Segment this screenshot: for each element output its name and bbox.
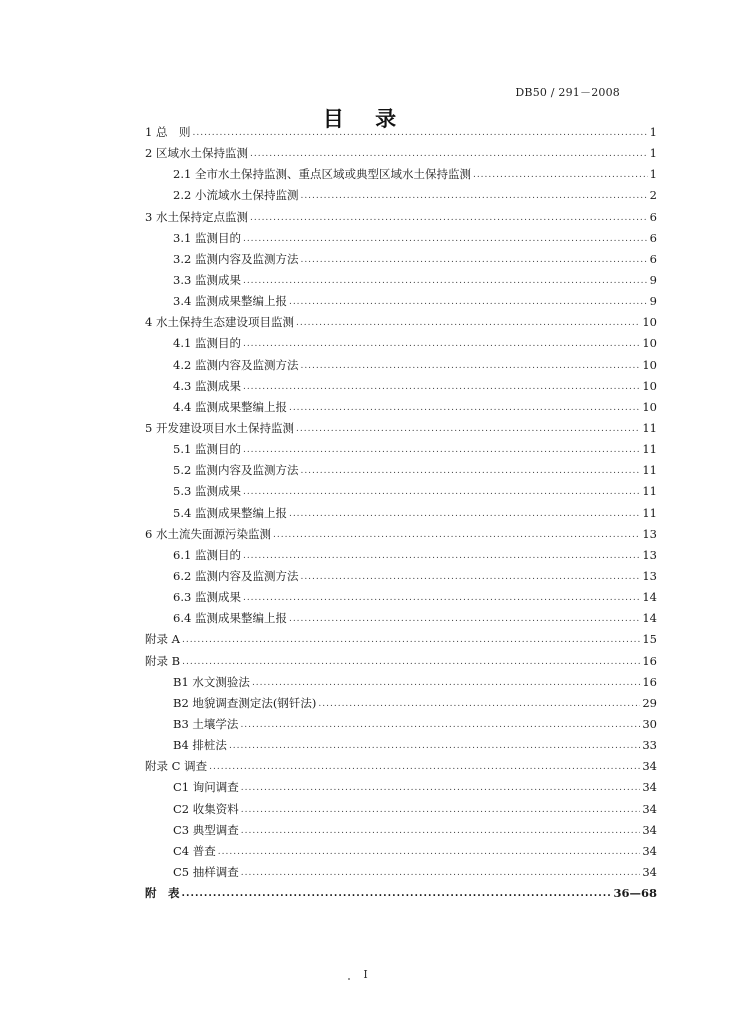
toc-entry-label: 6.1 监测目的 — [173, 547, 241, 562]
toc-entry[interactable] — [145, 693, 657, 714]
toc-entry-label: 4.1 监测目的 — [173, 336, 241, 351]
toc-leader-dots — [218, 842, 641, 863]
toc-leader-dots — [300, 356, 640, 377]
toc-entry[interactable] — [145, 756, 657, 777]
toc-leader-dots — [300, 461, 640, 482]
toc-entry-page: 11 — [642, 484, 657, 499]
toc-entry-page: 13 — [642, 547, 657, 562]
toc-entry-label: C5 抽样调查 — [173, 864, 239, 879]
toc-entry-label: B4 排桩法 — [173, 738, 227, 753]
toc-entry-label: C2 收集资料 — [173, 801, 239, 816]
toc-entry[interactable] — [145, 629, 657, 650]
toc-leader-dots — [250, 144, 648, 165]
toc-entry-page: 10 — [642, 399, 657, 414]
toc-entry[interactable] — [145, 862, 657, 883]
toc-entry[interactable] — [145, 164, 657, 185]
toc-entry-label: 3.2 监测内容及监测方法 — [173, 251, 299, 266]
toc-leader-dots — [243, 546, 640, 567]
toc-leader-dots — [243, 377, 640, 398]
toc-leader-dots — [243, 482, 640, 503]
scan-artifact — [348, 978, 350, 980]
toc-entry[interactable] — [145, 799, 657, 820]
toc-entry[interactable] — [145, 333, 657, 354]
toc-entry-label: C3 典型调查 — [173, 822, 239, 837]
toc-entry[interactable] — [145, 185, 657, 206]
page-number: I — [363, 968, 368, 981]
toc-entry-label: B3 土壤学法 — [173, 716, 239, 731]
toc-entry[interactable] — [145, 291, 657, 312]
toc-entry-page: 10 — [642, 336, 657, 351]
toc-leader-dots — [241, 800, 641, 821]
toc-entry[interactable] — [145, 376, 657, 397]
toc-entry-page: 10 — [642, 357, 657, 372]
toc-entry[interactable] — [145, 820, 657, 841]
toc-entry-page: 13 — [642, 568, 657, 583]
toc-entry-label: 3.4 监测成果整编上报 — [173, 294, 287, 309]
toc-entry[interactable] — [145, 714, 657, 735]
toc-entry-page: 6 — [649, 230, 657, 245]
toc-leader-dots — [252, 673, 640, 694]
toc-entry-page: 11 — [642, 505, 657, 520]
toc-entry-label: 3 水土保持定点监测 — [145, 209, 248, 224]
toc-entry[interactable] — [145, 207, 657, 228]
toc-entry-label: 2.2 小流域水土保持监测 — [173, 188, 299, 203]
toc-entry-page: 11 — [642, 442, 657, 457]
toc-entry[interactable] — [145, 270, 657, 291]
toc-leader-dots — [243, 271, 648, 292]
toc-entry-label: 6.3 监测成果 — [173, 590, 241, 605]
toc-leader-dots — [240, 715, 640, 736]
toc-entry-page: 10 — [642, 378, 657, 393]
toc-entry[interactable] — [145, 481, 657, 502]
toc-entry-page: 11 — [642, 420, 657, 435]
toc-entry-page: 9 — [649, 294, 657, 309]
toc-entry-label: 6.2 监测内容及监测方法 — [173, 568, 299, 583]
toc-entry-label: 5.1 监测目的 — [173, 442, 241, 457]
toc-entry-page: 34 — [642, 843, 657, 858]
toc-entry[interactable] — [145, 545, 657, 566]
toc-leader-dots — [182, 652, 640, 673]
toc-entry[interactable] — [145, 503, 657, 524]
toc-leader-dots — [300, 567, 640, 588]
toc-leader-dots — [243, 229, 648, 250]
toc-entry-page: 9 — [649, 272, 657, 287]
toc-entry[interactable] — [145, 355, 657, 376]
toc-entry-page: 29 — [642, 695, 657, 710]
toc-entry-page: 2 — [649, 188, 657, 203]
toc-entry-page: 33 — [642, 738, 657, 753]
toc-entry-label: 2 区域水土保持监测 — [145, 146, 248, 161]
toc-leader-dots — [289, 609, 640, 630]
toc-entry-page: 30 — [642, 716, 657, 731]
toc-leader-dots — [300, 250, 647, 271]
toc-entry[interactable] — [145, 651, 657, 672]
table-of-contents — [145, 122, 657, 904]
toc-leader-dots — [300, 186, 647, 207]
toc-entry[interactable] — [145, 249, 657, 270]
toc-leader-dots — [289, 504, 640, 525]
toc-entry-label: C4 普查 — [173, 843, 216, 858]
toc-entry[interactable] — [145, 883, 657, 904]
toc-leader-dots — [192, 123, 647, 144]
toc-leader-dots — [241, 821, 641, 842]
toc-entry-page: 1 — [649, 125, 657, 139]
toc-entry-page: 14 — [642, 590, 657, 605]
toc-leader-dots — [182, 630, 640, 651]
toc-entry-label: 5 开发建设项目水土保持监测 — [145, 420, 294, 435]
toc-entry-page: 13 — [642, 526, 657, 541]
toc-entry-page: 1 — [649, 146, 657, 161]
toc-entry-page: 34 — [642, 864, 657, 879]
toc-entry-label: 2.1 全市水土保持监测、重点区域或典型区域水土保持监测 — [173, 167, 471, 182]
toc-entry[interactable] — [145, 608, 657, 629]
toc-entry-page: 10 — [642, 315, 657, 330]
toc-entry-label: 5.2 监测内容及监测方法 — [173, 463, 299, 478]
toc-leader-dots — [241, 778, 641, 799]
toc-entry[interactable] — [145, 460, 657, 481]
toc-entry-page: 1 — [649, 167, 657, 182]
toc-leader-dots — [243, 588, 640, 609]
toc-entry-page: 34 — [642, 801, 657, 816]
toc-leader-dots — [182, 883, 612, 904]
toc-entry[interactable] — [145, 566, 657, 587]
toc-entry-page: 11 — [642, 463, 657, 478]
toc-leader-dots — [296, 313, 640, 334]
toc-entry-page: 6 — [649, 209, 657, 224]
toc-entry-page: 14 — [642, 611, 657, 626]
toc-entry-label: 5.4 监测成果整编上报 — [173, 505, 287, 520]
toc-entry[interactable] — [145, 777, 657, 798]
toc-entry-page: 15 — [642, 632, 657, 647]
toc-entry-label: 1 总 则 — [145, 125, 191, 139]
toc-entry-label: 附 表 — [145, 886, 180, 901]
toc-entry-label: C1 询问调查 — [173, 780, 239, 795]
toc-leader-dots — [241, 863, 641, 884]
toc-entry-page: 16 — [642, 653, 657, 668]
toc-entry[interactable] — [145, 122, 657, 143]
toc-entry-label: 4.4 监测成果整编上报 — [173, 399, 287, 414]
toc-entry-label: 附录 A — [145, 632, 180, 647]
toc-entry-label: 5.3 监测成果 — [173, 484, 241, 499]
toc-leader-dots — [289, 398, 640, 419]
toc-entry[interactable] — [145, 439, 657, 460]
toc-entry[interactable] — [145, 143, 657, 164]
toc-entry[interactable] — [145, 228, 657, 249]
toc-leader-dots — [243, 440, 640, 461]
toc-leader-dots — [273, 525, 640, 546]
toc-entry[interactable] — [145, 418, 657, 439]
toc-entry-label: 6 水土流失面源污染监测 — [145, 526, 271, 541]
toc-leader-dots — [209, 757, 640, 778]
toc-entry[interactable] — [145, 672, 657, 693]
toc-leader-dots — [243, 334, 640, 355]
toc-leader-dots — [473, 165, 648, 186]
toc-leader-dots — [250, 208, 648, 229]
toc-entry[interactable] — [145, 735, 657, 756]
page-title: 目 录 — [322, 106, 409, 131]
toc-entry-label: B2 地貌调查测定法(钢钎法) — [173, 695, 317, 710]
toc-entry-page: 16 — [642, 674, 657, 689]
toc-entry-label: 4 水土保持生态建设项目监测 — [145, 315, 294, 330]
toc-entry-page: 34 — [642, 780, 657, 795]
toc-entry-label: 3.3 监测成果 — [173, 272, 241, 287]
toc-entry-page: 6 — [649, 251, 657, 266]
toc-leader-dots — [229, 736, 640, 757]
toc-leader-dots — [296, 419, 640, 440]
toc-entry-label: 4.2 监测内容及监测方法 — [173, 357, 299, 372]
toc-leader-dots — [318, 694, 640, 715]
toc-entry[interactable] — [145, 524, 657, 545]
toc-leader-dots — [289, 292, 648, 313]
toc-entry-page: 36—68 — [613, 886, 657, 901]
toc-entry[interactable] — [145, 312, 657, 333]
toc-entry-label: 3.1 监测目的 — [173, 230, 241, 245]
toc-entry[interactable] — [145, 587, 657, 608]
toc-entry-label: 附录 C 调查 — [145, 759, 208, 774]
toc-entry-page: 34 — [642, 759, 657, 774]
toc-entry-page: 34 — [642, 822, 657, 837]
toc-entry[interactable] — [145, 397, 657, 418]
toc-entry-label: 4.3 监测成果 — [173, 378, 241, 393]
toc-entry[interactable] — [145, 841, 657, 862]
toc-entry-label: B1 水文测验法 — [173, 674, 250, 689]
document-code: DB50 / 291－2008 — [515, 86, 620, 99]
toc-entry-label: 附录 B — [145, 653, 181, 668]
toc-entry-label: 6.4 监测成果整编上报 — [173, 611, 287, 626]
